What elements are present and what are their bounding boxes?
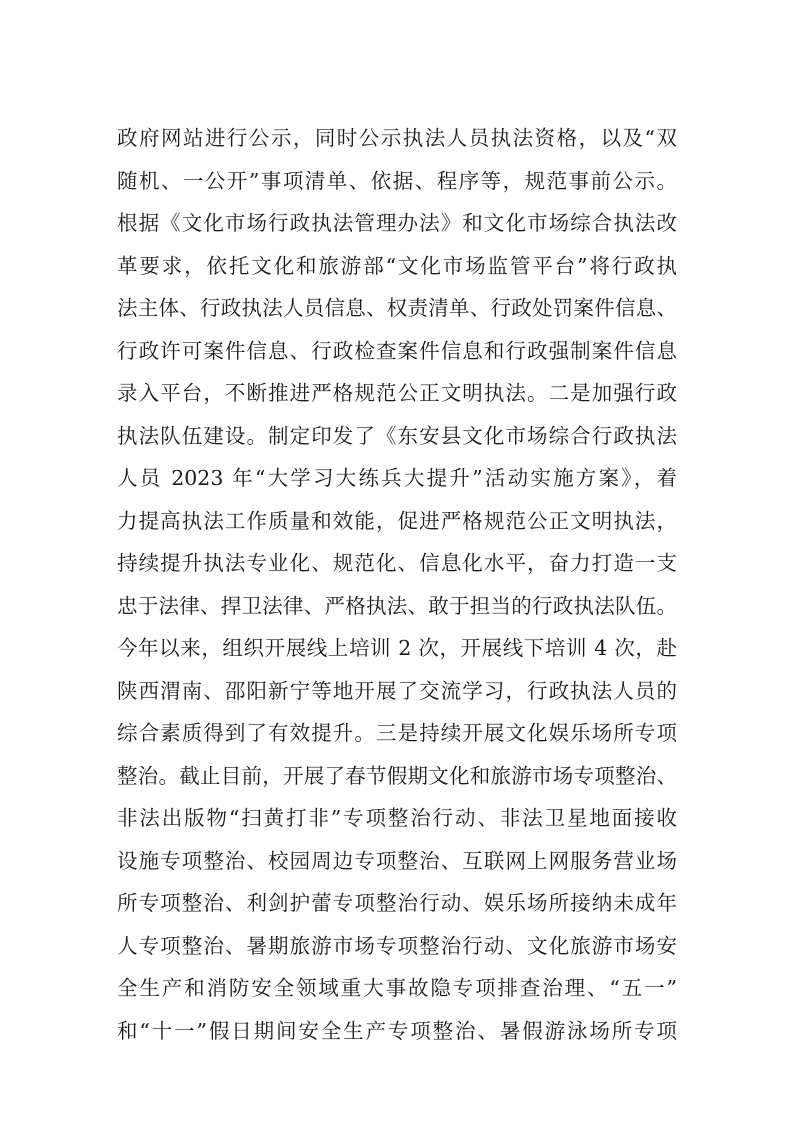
body-text-line: 和“十一”假日期间安全生产专项整治、暑假游泳场所专项 <box>117 1018 677 1043</box>
body-text-line: 今年以来，组织开展线上培训 2 次，开展线下培训 4 次，赴 <box>117 636 677 660</box>
document-page <box>117 117 677 1052</box>
body-text-line: 行政许可案件信息、行政检查案件信息和行政强制案件信息 <box>117 338 677 363</box>
body-text-line: 政府网站进行公示，同时公示执法人员执法资格，以及“双 <box>117 126 677 150</box>
body-text-line: 整治。截止目前，开展了春节假期文化和旅游市场专项整治、 <box>117 763 677 788</box>
body-text-line: 非法出版物“扫黄打非”专项整治行动、非法卫星地面接收 <box>117 806 677 830</box>
body-text-line: 革要求，依托文化和旅游部“文化市场监管平台”将行政执 <box>117 253 677 278</box>
body-text-line: 法主体、行政执法人员信息、权责清单、行政处罚案件信息、 <box>117 296 677 320</box>
body-text-line: 陕西渭南、邵阳新宁等地开展了交流学习，行政执法人员的 <box>117 678 677 703</box>
body-text-line: 持续提升执法专业化、规范化、信息化水平，奋力打造一支 <box>117 551 677 575</box>
body-text-line: 执法队伍建设。制定印发了《东安县文化市场综合行政执法 <box>117 423 677 448</box>
body-text-line: 随机、一公开”事项清单、依据、程序等，规范事前公示。 <box>117 168 677 193</box>
body-text-line: 力提高执法工作质量和效能，促进严格规范公正文明执法， <box>117 508 677 533</box>
body-text-line: 忠于法律、捍卫法律、严格执法、敢于担当的行政执法队伍。 <box>117 593 677 618</box>
body-text-line: 人专项整治、暑期旅游市场专项整治行动、文化旅游市场安 <box>117 933 677 958</box>
body-text-line: 所专项整治、利剑护蕾专项整治行动、娱乐场所接纳未成年 <box>117 891 677 915</box>
body-text-line: 人员 2023 年“大学习大练兵大提升”活动实施方案》，着 <box>117 466 677 490</box>
body-text-line: 综合素质得到了有效提升。三是持续开展文化娱乐场所专项 <box>117 721 677 745</box>
body-text-line: 设施专项整治、校园周边专项整治、互联网上网服务营业场 <box>117 848 677 873</box>
body-text-line: 根据《文化市场行政执法管理办法》和文化市场综合执法改 <box>117 211 677 235</box>
body-text-line: 全生产和消防安全领域重大事故隐专项排查治理、“五一” <box>117 976 677 1000</box>
body-text-line: 录入平台，不断推进严格规范公正文明执法。二是加强行政 <box>117 381 677 405</box>
